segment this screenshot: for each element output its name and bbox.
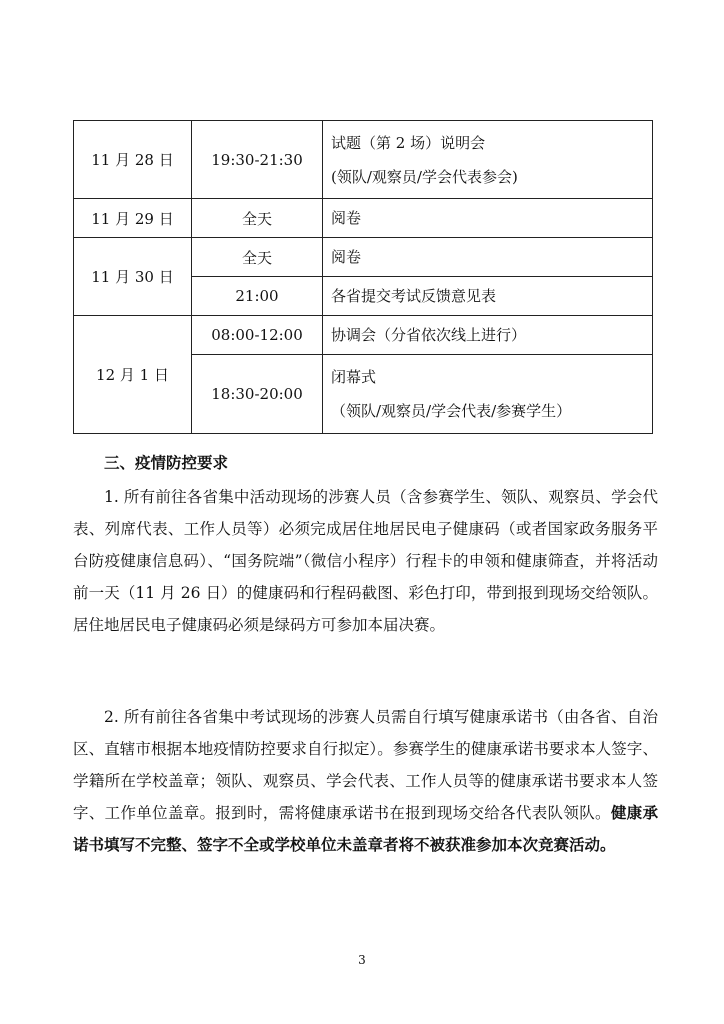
time-cell: 08:00-12:00 (192, 316, 323, 355)
date-cell: 11 月 28 日 (74, 121, 192, 199)
section-title: 三、疫情防控要求 (104, 453, 229, 472)
event-cell: 协调会（分省依次线上进行） (323, 316, 653, 355)
table-row (74, 316, 653, 355)
event-note: （领队/观察员/学会代表/参赛学生） (331, 402, 572, 420)
paragraph-2-bold-warning: 健康承诺书填写不完整、签字不全或学校单位未盖章者将不被获准参加本次竞赛活动。 (73, 803, 658, 854)
event-cell (323, 121, 653, 199)
date-cell: 12 月 1 日 (74, 316, 192, 434)
event-cell: 阅卷 (323, 238, 653, 277)
paragraph-2 (73, 701, 658, 861)
time-cell: 全天 (192, 238, 323, 277)
table-row (74, 199, 653, 238)
page-number: 3 (358, 953, 366, 967)
event-cell (323, 355, 653, 434)
time-cell: 19:30-21:30 (192, 121, 323, 199)
table-row (74, 121, 653, 199)
event-cell: 各省提交考试反馈意见表 (323, 277, 653, 316)
date-cell: 11 月 29 日 (74, 199, 192, 238)
schedule-table (73, 120, 653, 434)
time-cell: 全天 (192, 199, 323, 238)
event-cell: 阅卷 (323, 199, 653, 238)
event-note: (领队/观察员/学会代表参会) (331, 167, 518, 186)
event-line: 试题（第 2 场）说明会 (331, 133, 486, 152)
event-line: 闭幕式 (331, 368, 377, 386)
paragraph-1: 1. 所有前往各省集中活动现场的涉赛人员（含参赛学生、领队、观察员、学会代表、列席代表、工作人员等）必须完成居住地居民电子健康码（或者国家政务服务平台防疫健康信息码）、“国务院端”（微信小程序）行程卡的申领和健康筛查，并将活动前一天（11 月 26 日）的健康码和行程码截图、彩色打印，带到报到现场交给领队。居住地居民电子健康码必须是绿码方可参加本届决赛。 (73, 488, 658, 634)
time-cell: 21:00 (192, 277, 323, 316)
time-cell: 18:30-20:00 (192, 355, 323, 434)
table-row (74, 238, 653, 277)
date-cell: 11 月 30 日 (74, 238, 192, 316)
paragraph-2-text: 2. 所有前往各省集中考试现场的涉赛人员需自行填写健康承诺书（由各省、自治区、直辖市根据本地疫情防控要求自行拟定）。参赛学生的健康承诺书要求本人签字、学籍所在学校盖章；领队、观察员、学会代表、工作人员等的健康承诺书要求本人签字、工作单位盖章。报到时，需将健康承诺书在报到现场交给各代表队领队。 (73, 708, 658, 822)
